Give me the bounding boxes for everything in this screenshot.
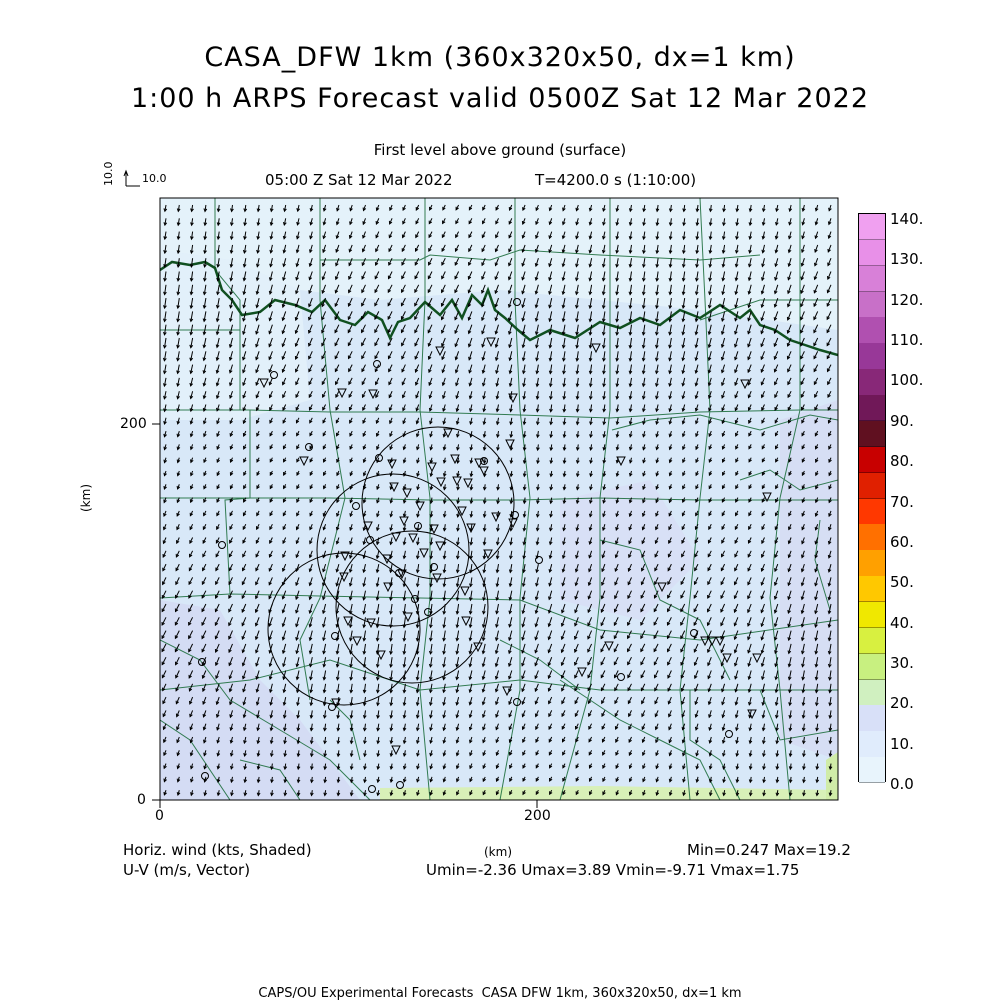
colorbar-swatch <box>859 705 885 731</box>
colorbar-label: 70. <box>890 492 914 511</box>
colorbar-swatch <box>859 680 885 706</box>
colorbar-swatch <box>859 473 885 499</box>
colorbar-label: 0.0 <box>890 775 914 793</box>
colorbar-label: 40. <box>890 613 914 632</box>
forecast-valid-title: 1:00 h ARPS Forecast valid 0500Z Sat 12 Mar 2022 <box>130 83 870 114</box>
colorbar-swatch <box>859 240 885 266</box>
model-time-label: T=4200.0 s (1:10:00) <box>535 171 697 189</box>
valid-time-label: 05:00 Z Sat 12 Mar 2022 <box>265 171 453 189</box>
field-label-shaded: Horiz. wind (kts, Shaded) <box>123 841 312 859</box>
min-max-label: Min=0.247 Max=19.2 <box>687 841 851 859</box>
colorbar-swatch <box>859 369 885 395</box>
colorbar-label: 140. <box>890 210 924 228</box>
colorbar-swatch <box>859 524 885 550</box>
colorbar-swatch <box>859 214 885 240</box>
colorbar-swatch <box>859 576 885 602</box>
colorbar-swatch <box>859 499 885 525</box>
colorbar-label: 90. <box>890 411 914 430</box>
colorbar-label: 10. <box>890 734 914 753</box>
colorbar-swatch <box>859 550 885 576</box>
field-label-vector: U-V (m/s, Vector) <box>123 861 251 879</box>
credit-line: CAPS/OU Experimental Forecasts CASA DFW 1km, 360x320x50, dx=1 km <box>258 986 742 1001</box>
colorbar-swatch <box>859 292 885 318</box>
uv-range-label: Umin=-2.36 Umax=3.89 Vmin=-9.71 Vmax=1.75 <box>426 861 800 879</box>
colorbar-label: 130. <box>890 250 924 269</box>
lavender-shading-east <box>780 400 838 760</box>
colorbar-label: 100. <box>890 371 924 390</box>
colorbar-swatch <box>859 654 885 680</box>
level-label: First level above ground (surface) <box>373 141 627 159</box>
colorbar-label: 60. <box>890 532 914 551</box>
colorbar-label: 50. <box>890 573 914 592</box>
reference-vector-h-label: 10.0 <box>142 172 167 185</box>
x-tick-0: 0 <box>155 808 164 824</box>
colorbar-swatch <box>859 317 885 343</box>
colorbar-label: 120. <box>890 290 924 309</box>
colorbar-swatch <box>859 757 885 783</box>
colorbar-swatch <box>859 395 885 421</box>
colorbar-label: 110. <box>890 331 924 350</box>
x-tick-200: 200 <box>524 808 551 824</box>
y-tick-200: 200 <box>120 416 147 432</box>
colorbar-strip <box>858 213 886 782</box>
colorbar-swatch <box>859 447 885 473</box>
colorbar-swatch <box>859 731 885 757</box>
colorbar-swatch <box>859 421 885 447</box>
colorbar-label: 80. <box>890 452 914 471</box>
x-axis-label: (km) <box>484 845 513 859</box>
plot-title: CASA_DFW 1km (360x320x50, dx=1 km) <box>204 42 796 73</box>
colorbar-swatch <box>859 602 885 628</box>
reference-vector-arrow <box>124 171 140 186</box>
colorbar-swatch <box>859 343 885 369</box>
green-shading-southeast <box>826 752 838 800</box>
y-axis-label: (km) <box>79 483 93 512</box>
colorbar-label: 30. <box>890 653 914 672</box>
colorbar-swatch <box>859 266 885 292</box>
colorbar-swatch <box>859 628 885 654</box>
y-tick-0: 0 <box>137 792 146 808</box>
colorbar-label: 20. <box>890 694 914 713</box>
reference-vector-v-label: 10.0 <box>102 161 115 186</box>
